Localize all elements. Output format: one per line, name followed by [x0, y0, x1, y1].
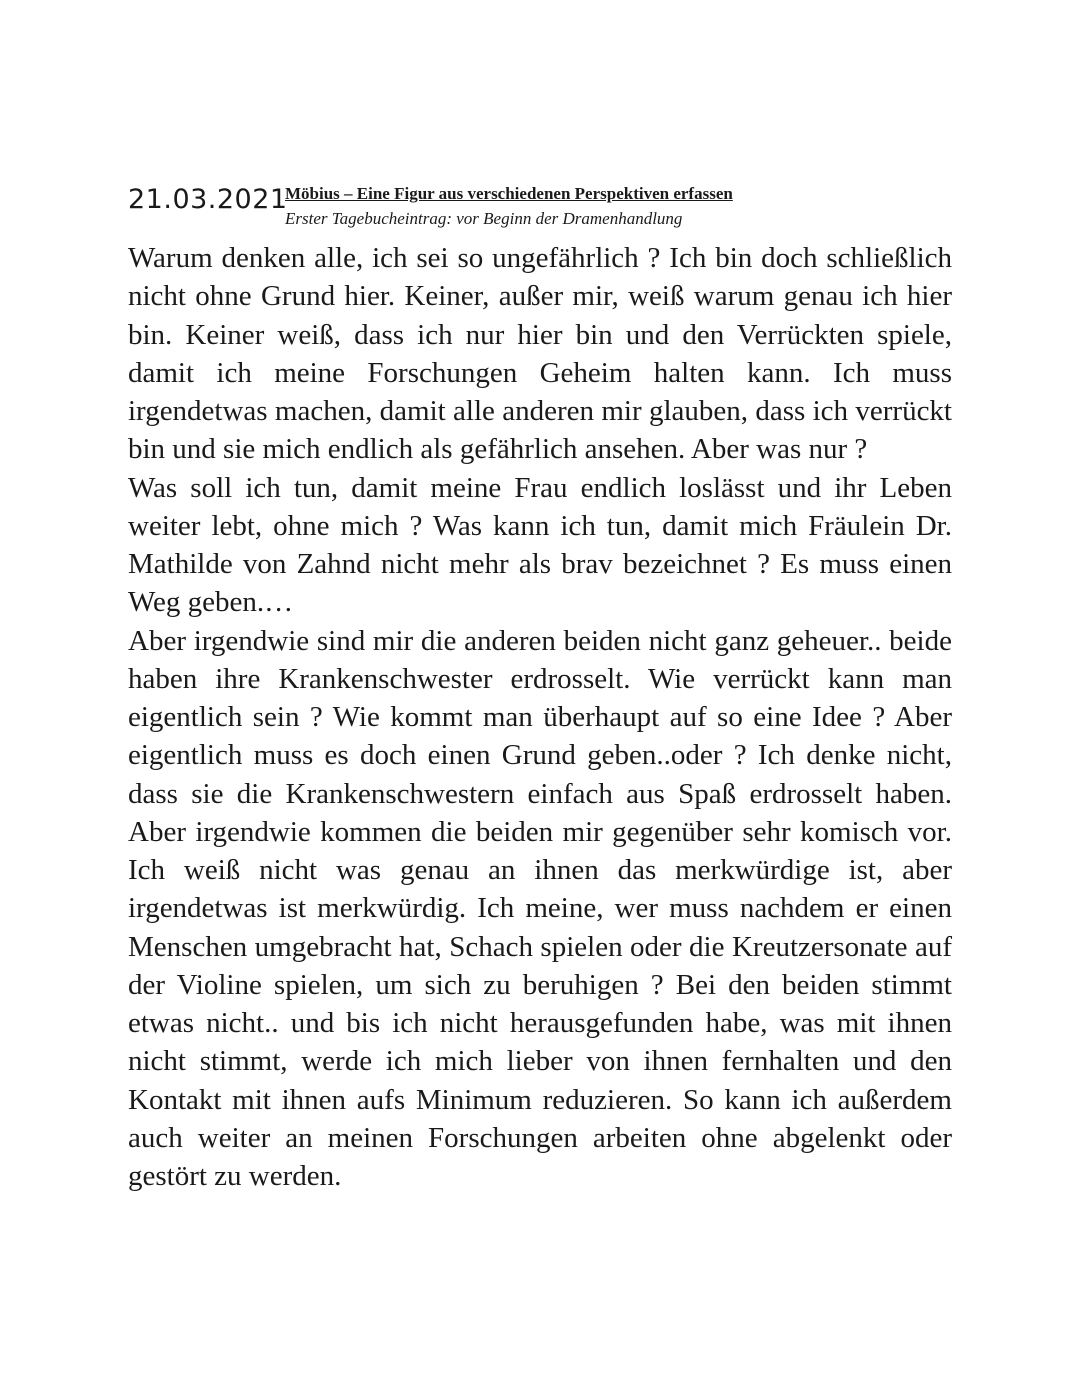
paragraph-2: Was soll ich tun, damit meine Frau endlich loslässt und ihr Leben weiter lebt, ohne mich ? Was kann ich tun, damit mich Fräulein Dr. Mathilde von Zahnd nicht mehr als brav bezeichnet ? Es muss einen Weg geben.… — [128, 471, 952, 619]
entry-title: Möbius – Eine Figur aus verschiedenen Perspektiven erfassen — [285, 184, 733, 203]
entry-date: 21.03.2021 — [128, 184, 288, 215]
diary-page — [128, 183, 952, 1195]
paragraph-3: Aber irgendwie sind mir die anderen beiden nicht ganz geheuer.. beide haben ihre Krankenschwester erdrosselt. Wie verrückt kann man eigentlich sein ? Wie kommt man überhaupt auf so eine Idee ? Aber eigentlich muss es doch einen Grund geben..oder ? Ich denke nicht, dass sie die Krankenschwestern einfach aus Spaß erdrosselt haben. Aber irgendwie kommen die beiden mir gegenüber sehr komisch vor. Ich weiß nicht was genau an ihnen das merkwürdige ist, aber irgendetwas ist merkwürdig. Ich meine, wer muss nachdem er einen Menschen umgebracht hat, Schach spielen oder die Kreutzersonate auf der Violine spielen, um sich zu beruhigen ? Bei den beiden stimmt etwas nicht.. und bis ich nicht herausgefunden habe, was mit ihnen nicht stimmt, werde ich mich lieber von ihnen fernhalten und den Kontakt mit ihnen aufs Minimum reduzieren. So kann ich außerdem auch weiter an meinen Forschungen arbeiten ohne abgelenkt oder gestört zu werden. — [128, 624, 952, 1192]
entry-subtitle: Erster Tagebucheintrag: vor Beginn der Dramenhandlung — [285, 209, 683, 228]
entry-body — [128, 239, 952, 1195]
paragraph-1: Warum denken alle, ich sei so ungefährlich ? Ich bin doch schließlich nicht ohne Grund hier. Keiner, außer mir, weiß warum genau ich hier bin. Keiner weiß, dass ich nur hier bin und den Verrückten spiele, damit ich meine Forschungen Geheim halten kann. Ich muss irgendetwas machen, damit alle anderen mir glauben, dass ich verrückt bin und sie mich endlich als gefährlich ansehen. Aber was nur ? — [128, 242, 952, 466]
entry-header — [128, 183, 952, 239]
